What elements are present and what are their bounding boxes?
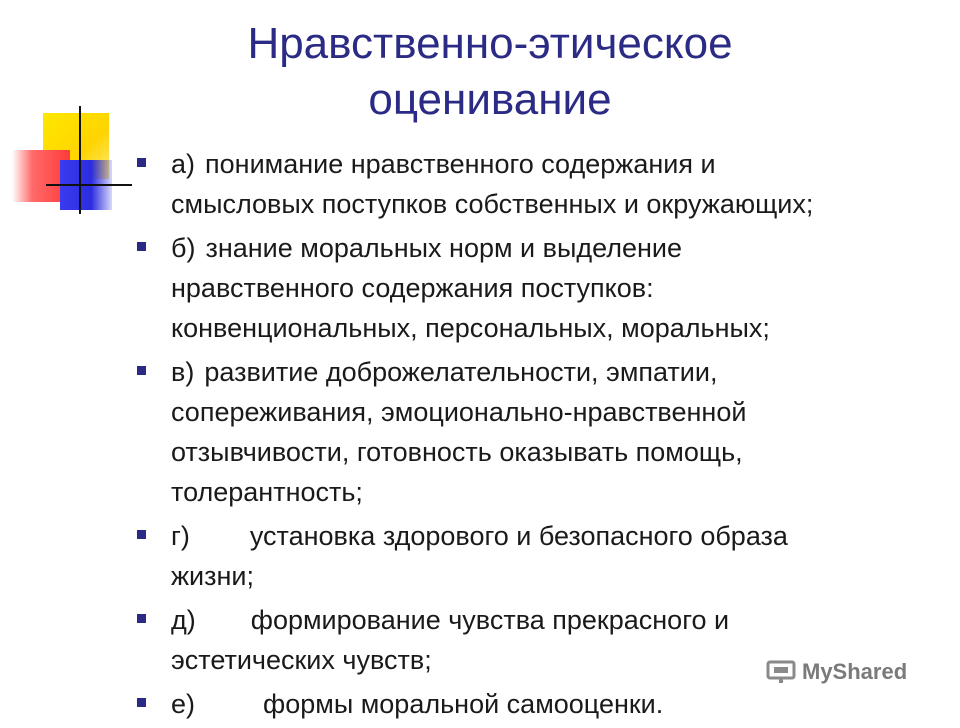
item-line: жизни; — [171, 561, 255, 591]
item-line: развитие доброжелательности, эмпатии, — [204, 357, 718, 387]
item-marker: а) — [171, 149, 196, 179]
item-line: формы моральной самооценки. — [263, 689, 664, 719]
list-item-a — [133, 144, 948, 224]
item-marker: б) — [171, 233, 196, 263]
list-item-b — [133, 228, 948, 348]
item-marker: е) — [171, 689, 196, 719]
vertical-line — [79, 106, 81, 214]
item-line: сопереживания, эмоционально-нравственной — [171, 397, 747, 427]
bullet-square-icon — [137, 530, 146, 539]
item-marker: в) — [171, 357, 195, 387]
item-line: смысловых поступков собственных и окружающих; — [171, 189, 814, 219]
projector-screen-icon — [766, 659, 796, 685]
bullet-square-icon — [137, 158, 146, 167]
bullet-square-icon — [137, 698, 146, 707]
title-line-2: оценивание — [368, 75, 612, 124]
bullet-square-icon — [137, 614, 146, 623]
item-line: толерантность; — [171, 477, 363, 507]
bullet-list — [133, 144, 948, 728]
item-line: конвенциональных, персональных, моральных; — [171, 313, 770, 343]
list-item-g — [133, 516, 948, 596]
horizontal-line — [46, 184, 132, 186]
title-line-1: Нравственно-этическое — [247, 19, 733, 68]
item-marker: д) — [171, 605, 196, 635]
decorative-squares — [0, 0, 140, 220]
item-line: отзывчивости, готовность оказывать помощь, — [171, 437, 743, 467]
item-line: формирование чувства прекрасного и — [250, 605, 730, 635]
item-line: знание моральных норм и выделение — [205, 233, 683, 263]
bullet-square-icon — [137, 366, 146, 375]
bullet-square-icon — [137, 242, 146, 251]
item-line: эстетических чувств; — [171, 645, 432, 675]
watermark-text: MyShared — [802, 659, 908, 684]
item-marker: г) — [171, 521, 190, 551]
item-line: установка здорового и безопасного образа — [249, 521, 788, 551]
item-line: нравственного содержания поступков: — [171, 273, 654, 303]
item-line: понимание нравственного содержания и — [205, 149, 716, 179]
list-item-v — [133, 352, 948, 512]
slide-title — [150, 16, 830, 128]
watermark — [766, 652, 907, 692]
